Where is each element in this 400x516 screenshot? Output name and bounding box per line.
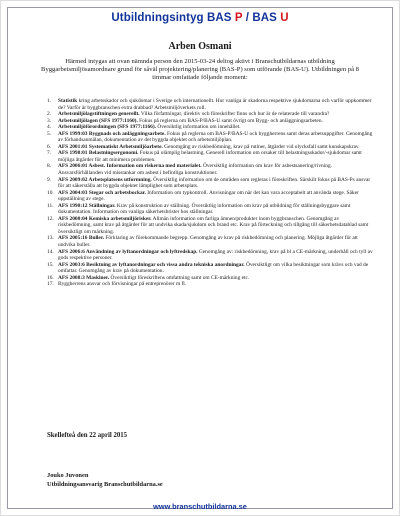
module-item bbox=[47, 190, 373, 203]
module-heading: AFS 2009:02 Arbetsplatsens utformning. bbox=[58, 176, 152, 183]
module-description: Fokus på olämplig belastning. Generell information om orsaker till belastningsskador/-sjukdomar samt möjliga åtgärder för att minimera problemen. bbox=[58, 150, 362, 163]
module-item bbox=[47, 262, 373, 275]
participant-name: Arben Osmani bbox=[168, 41, 232, 52]
intro-text: Härmed intygas att ovan nämnda person den 2015-03-24 deltog aktivt i Branschutbildarnas utbildning Byggarbetsmiljösamordnare grund för såväl projektering/planering (BAS-P) som utförande (BAS-U). Utbildningen på 8 timmar omfattade följande moment: bbox=[41, 58, 359, 81]
module-number: 14. bbox=[47, 248, 54, 255]
module-number: 12. bbox=[47, 215, 54, 222]
module-number: 16. bbox=[47, 274, 54, 281]
module-heading: AFS 2000:04 Kemiska arbetsmiljörisker. bbox=[58, 215, 152, 222]
module-number: 7. bbox=[47, 150, 52, 157]
module-item bbox=[47, 203, 373, 216]
module-number: 5. bbox=[47, 130, 52, 137]
module-number: 2. bbox=[47, 111, 52, 118]
module-description: Översiktlig information om de områden som regleras i föreskriften. Särskilt fokus på BAS-Ps ansvar för att säkerställa att byggda objektet lämplighet som arbetsplats. bbox=[58, 176, 371, 190]
module-description: Fokus på reglerna om BAS-P/BAS-U samt övrigt om Bygg- och anläggningsarbeten. bbox=[137, 117, 323, 124]
module-heading: AFS 2001:01 Systematiskt Arbetsmiljöarbete. bbox=[58, 143, 163, 150]
module-heading: AFS 2008:3 Maskiner. bbox=[58, 274, 110, 281]
module-item bbox=[47, 131, 373, 144]
module-item bbox=[47, 281, 373, 288]
module-description: Genomgång av riskbedömning, krav på rutiner, åtgärder vid olycksfall samt kunskapskrav. bbox=[162, 143, 360, 150]
module-item bbox=[47, 163, 373, 176]
title-prefix: Utbildningsintyg BAS bbox=[111, 12, 235, 24]
module-number: 17. bbox=[47, 281, 54, 288]
module-heading: AFS 2005:16 Buller. bbox=[58, 235, 105, 242]
module-description: Krav på konstruktion av ställning. Översiktlig information om krav på utbildning för ställningsbyggare samt dokumentation. Information om vanliga säkerhetsbrister hos ställningar. bbox=[58, 202, 351, 216]
module-number: 6. bbox=[47, 143, 52, 150]
module-list bbox=[47, 98, 373, 288]
module-description: Information om typkontroll. Anvisningar om när det kan vara acceptabelt att använda stege. Säker uppställning av stege. bbox=[58, 189, 359, 203]
module-heading: AFS 1990:12 Ställningar. bbox=[58, 202, 116, 209]
module-number: 11. bbox=[47, 202, 54, 209]
module-description: Översiktlig information om innehållet. bbox=[155, 124, 241, 131]
module-item bbox=[47, 216, 373, 236]
module-description: Översiktligt om vilka besiktningar som krävs och vad de omfattar. Genomgång av krav på dokumentation. bbox=[58, 261, 369, 275]
title-u-letter: U bbox=[280, 12, 289, 24]
module-heading: AFS 1999:03 Byggnads och anläggningsarbete. bbox=[58, 130, 166, 137]
module-item bbox=[47, 249, 373, 262]
module-heading: Statistik bbox=[58, 98, 78, 104]
module-number: 10. bbox=[47, 189, 54, 196]
signer-name: Jouko Juvonen bbox=[47, 472, 89, 479]
module-description: Översiktligt föreskriftens omfattning samt om CE-märkning etc. bbox=[109, 274, 250, 281]
module-item bbox=[47, 150, 373, 163]
module-description: Byggherrens ansvar och förvisningar på entreprenörer m fl. bbox=[58, 281, 187, 288]
module-number: 13. bbox=[47, 235, 54, 242]
signer-title: Utbildningsansvarig Branschutbildarna.se bbox=[47, 481, 163, 488]
module-description: kring arbetsskador och sjukdomar i Sverige och internationellt. Hur vanliga är skadorna respektive sjukdomarna och varför uppkommer de? Varför är byggbranschen extra drabbad? Arbetsmiljöverkets roll. bbox=[58, 98, 372, 111]
module-heading: AFS 2006:01 Asbest. Information om riskerna med materialet. bbox=[58, 163, 202, 170]
module-heading: AFS 2006:6 Användning av lyftanordningar och lyftredskap. bbox=[58, 248, 198, 255]
module-item bbox=[47, 98, 373, 111]
module-number: 3. bbox=[47, 117, 52, 124]
website-link[interactable]: www.branschutbildarna.se bbox=[153, 502, 247, 511]
module-heading: AFS 2003:6 Besiktning av lyftanordningar och vissa andra tekniska anordningar. bbox=[58, 261, 245, 268]
module-heading: AFS 2004:03 Stegar och arbetsbockar. bbox=[58, 189, 146, 196]
module-description: Förklaring av förekommande begrepp. Genomgång av krav på riskbedömning och planering. Möjliga åtgärder för att undvika buller. bbox=[58, 235, 358, 249]
module-heading: Arbetsmiljölagstiftningen generellt. bbox=[58, 111, 140, 118]
module-item bbox=[47, 235, 373, 248]
module-number: 9. bbox=[47, 176, 52, 183]
place-date: Skellefteå den 22 april 2015 bbox=[47, 432, 128, 439]
module-number: 4. bbox=[47, 124, 52, 131]
module-description: Vilka författningar, direktiv och föreskrifter finns och hur är de relaterade till varandra? bbox=[139, 111, 330, 118]
title-p-letter: P bbox=[234, 12, 243, 24]
module-heading: Arbetsmiljölagen (SFS 1977:1160). bbox=[58, 117, 138, 124]
certificate-title bbox=[1, 12, 399, 24]
module-number: 8. bbox=[47, 163, 52, 170]
module-heading: AFS 1998:01 Belastningsergonomi. bbox=[58, 150, 139, 157]
module-number: 15. bbox=[47, 261, 54, 268]
module-description: Allmän information om farliga ämnen/produkter inom byggbranschen. Genomgång av riskbedömning, samt krav på åtgärder för att undvika skada/sjukdom och brand etc. Krav på förteckning och tillgång till säkerhetsdatablad samt översiktligt om märkning. bbox=[58, 215, 369, 235]
module-description: Översiktlig information om krav för asbestsanering/rivning. Ansvarsförhållanden vid misstankar om asbest i befintliga konstruktioner. bbox=[58, 163, 332, 177]
module-description: Fokus på reglerna om BAS-P/BAS-U och byggherrens samt deras arbetsuppgifter. Genomgång av förhandsanmälan, dokumentation av det byggda objektet och arbetsmiljöplan. bbox=[58, 130, 373, 144]
title-separator: / BAS bbox=[242, 12, 281, 24]
module-number: 1. bbox=[47, 98, 52, 104]
module-item bbox=[47, 177, 373, 190]
module-heading: Arbetsmiljöförordningen (SFS 1977:1166). bbox=[58, 124, 156, 131]
module-description: Genomgång av: riskbedömning, krav på bl a CE-märkning, underhåll och tyll av gods respektive personer. bbox=[58, 248, 373, 262]
